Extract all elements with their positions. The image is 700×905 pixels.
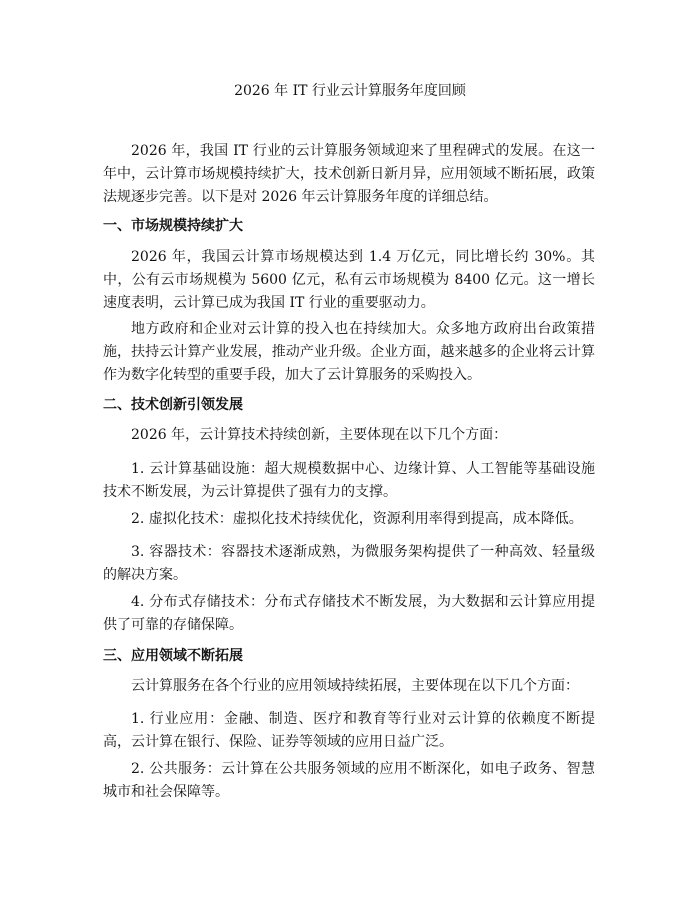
section-3-heading: 三、应用领域不断拓展 [103, 648, 243, 664]
section-3-paragraph-1: 云计算服务在各个行业的应用领域持续拓展，主要体现在以下几个方面： [131, 678, 579, 694]
section-1-paragraph-2: 地方政府和企业对云计算的投入也在持续加大。众多地方政府出台政策措施，扶持云计算产业发展，推动产业升级。企业方面，越来越多的企业将云计算作为数字化转型的重要手段，加大了云计算服务的采购投入。 [103, 321, 595, 383]
section-2-list-item-4: 4. 分布式存储技术：分布式存储技术不断发展，为大数据和云计算应用提供了可靠的存储保障。 [103, 594, 595, 633]
section-3-list-item-2: 2. 公共服务：云计算在公共服务领域的应用不断深化，如电子政务、智慧城市和社会保障等。 [103, 761, 595, 800]
document-title: 2026 年 IT 行业云计算服务年度回顾 [234, 83, 466, 99]
section-3-list-item-1: 1. 行业应用：金融、制造、医疗和教育等行业对云计算的依赖度不断提高，云计算在银行、保险、证券等领域的应用日益广泛。 [103, 711, 595, 750]
section-2-list-item-3: 3. 容器技术：容器技术逐渐成熟，为微服务架构提供了一种高效、轻量级的解决方案。 [103, 544, 595, 583]
section-2-list-item-2: 2. 虚拟化技术：虚拟化技术持续优化，资源利用率得到提高，成本降低。 [131, 511, 583, 527]
intro-paragraph: 2026 年，我国 IT 行业的云计算服务领域迎来了里程碑式的发展。在这一年中，云计算市场规模持续扩大，技术创新日新月异，应用领域不断拓展，政策法规逐步完善。以下是对 2026 年云计算服务年度的详细总结。 [103, 143, 595, 205]
section-2-paragraph-1: 2026 年，云计算技术持续创新，主要体现在以下几个方面： [131, 427, 508, 443]
section-1-paragraph-1: 2026 年，我国云计算市场规模达到 1.4 万亿元，同比增长约 30%。其中，公有云市场规模为 5600 亿元，私有云市场规模为 8400 亿元。这一增长速度表明，云计算已成为我国 IT 行业的重要驱动力。 [103, 249, 595, 311]
section-2-list-item-1: 1. 云计算基础设施：超大规模数据中心、边缘计算、人工智能等基础设施技术不断发展，为云计算提供了强有力的支撑。 [103, 461, 595, 500]
section-2-heading: 二、技术创新引领发展 [103, 397, 243, 413]
section-1-heading: 一、市场规模持续扩大 [103, 218, 243, 234]
